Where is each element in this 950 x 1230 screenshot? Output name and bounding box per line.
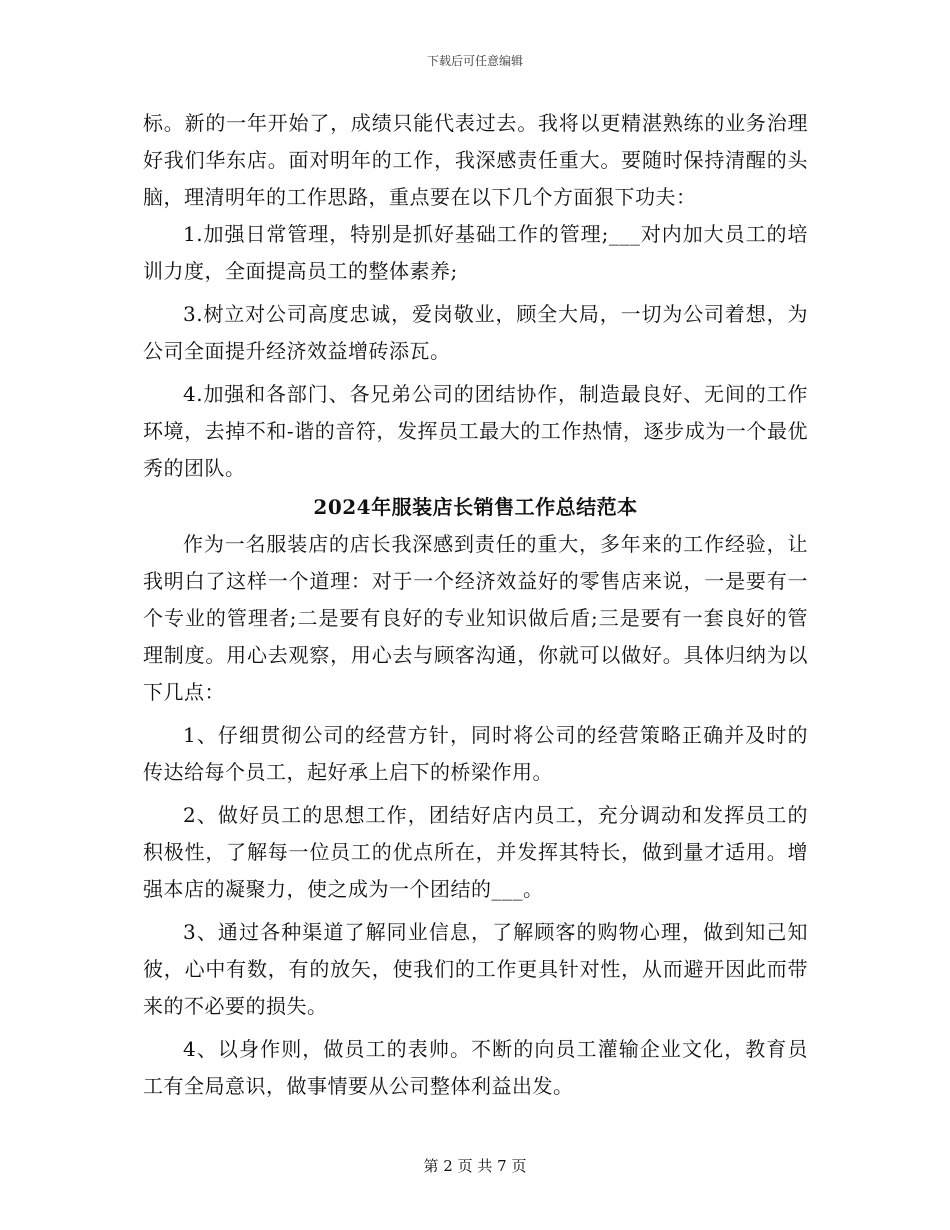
paragraph-intro: 作为一名服装店的店长我深感到责任的重大，多年来的工作经验，让我明白了这样一个道理：对于一个经济效益好的零售店来说，一是要有一个专业的管理者;二是要有良好的专业知识做后盾;三是要有一套良好的管理制度。用心去观察，用心去与顾客沟通，你就可以做好。具体归纳为以下几点： xyxy=(143,532,808,704)
paragraph-point-3: 3、通过各种渠道了解同业信息，了解顾客的购物心理，做到知己知彼，心中有数，有的放矢，使我们的工作更具针对性，从而避开因此而带来的不必要的损失。 xyxy=(143,920,808,1018)
section-title: 2024年服装店长销售工作总结范本 xyxy=(313,495,638,519)
paragraph-item-1: 1.加强日常管理，特别是抓好基础工作的管理;___对内加大员工的培训力度，全面提高员工的整体素养; xyxy=(143,222,808,283)
paragraph-point-4: 4、以身作则，做员工的表帅。不断的向员工灌输企业文化，教育员工有全局意识，做事情要从公司整体利益出发。 xyxy=(143,1037,808,1098)
page-indicator: 第 2 页 共 7 页 xyxy=(423,1157,527,1175)
paragraph-item-4: 4.加强和各部门、各兄弟公司的团结协作，制造最良好、无间的工作环境，去掉不和-谐的音符，发挥员工最大的工作热情，逐步成为一个最优秀的团队。 xyxy=(143,382,808,480)
paragraph-continuation: 标。新的一年开始了，成绩只能代表过去。我将以更精湛熟练的业务治理好我们华东店。面对明年的工作，我深感责任重大。要随时保持清醒的头脑，理清明年的工作思路，重点要在以下几个方面狠下功夫： xyxy=(143,111,808,209)
paragraph-point-2: 2、做好员工的思想工作，团结好店内员工，充分调动和发挥员工的积极性，了解每一位员工的优点所在，并发挥其特长，做到量才适用。增强本店的凝聚力，使之成为一个团结的___。 xyxy=(143,803,808,901)
header-note: 下载后可任意编辑 xyxy=(426,54,523,68)
paragraph-point-1: 1、仔细贯彻公司的经营方针，同时将公司的经营策略正确并及时的传达给每个员工，起好承上启下的桥梁作用。 xyxy=(143,723,808,784)
document-body xyxy=(143,105,808,1105)
paragraph-item-3: 3.树立对公司高度忠诚，爱岗敬业，顾全大局，一切为公司着想，为公司全面提升经济效益增砖添瓦。 xyxy=(143,302,808,363)
